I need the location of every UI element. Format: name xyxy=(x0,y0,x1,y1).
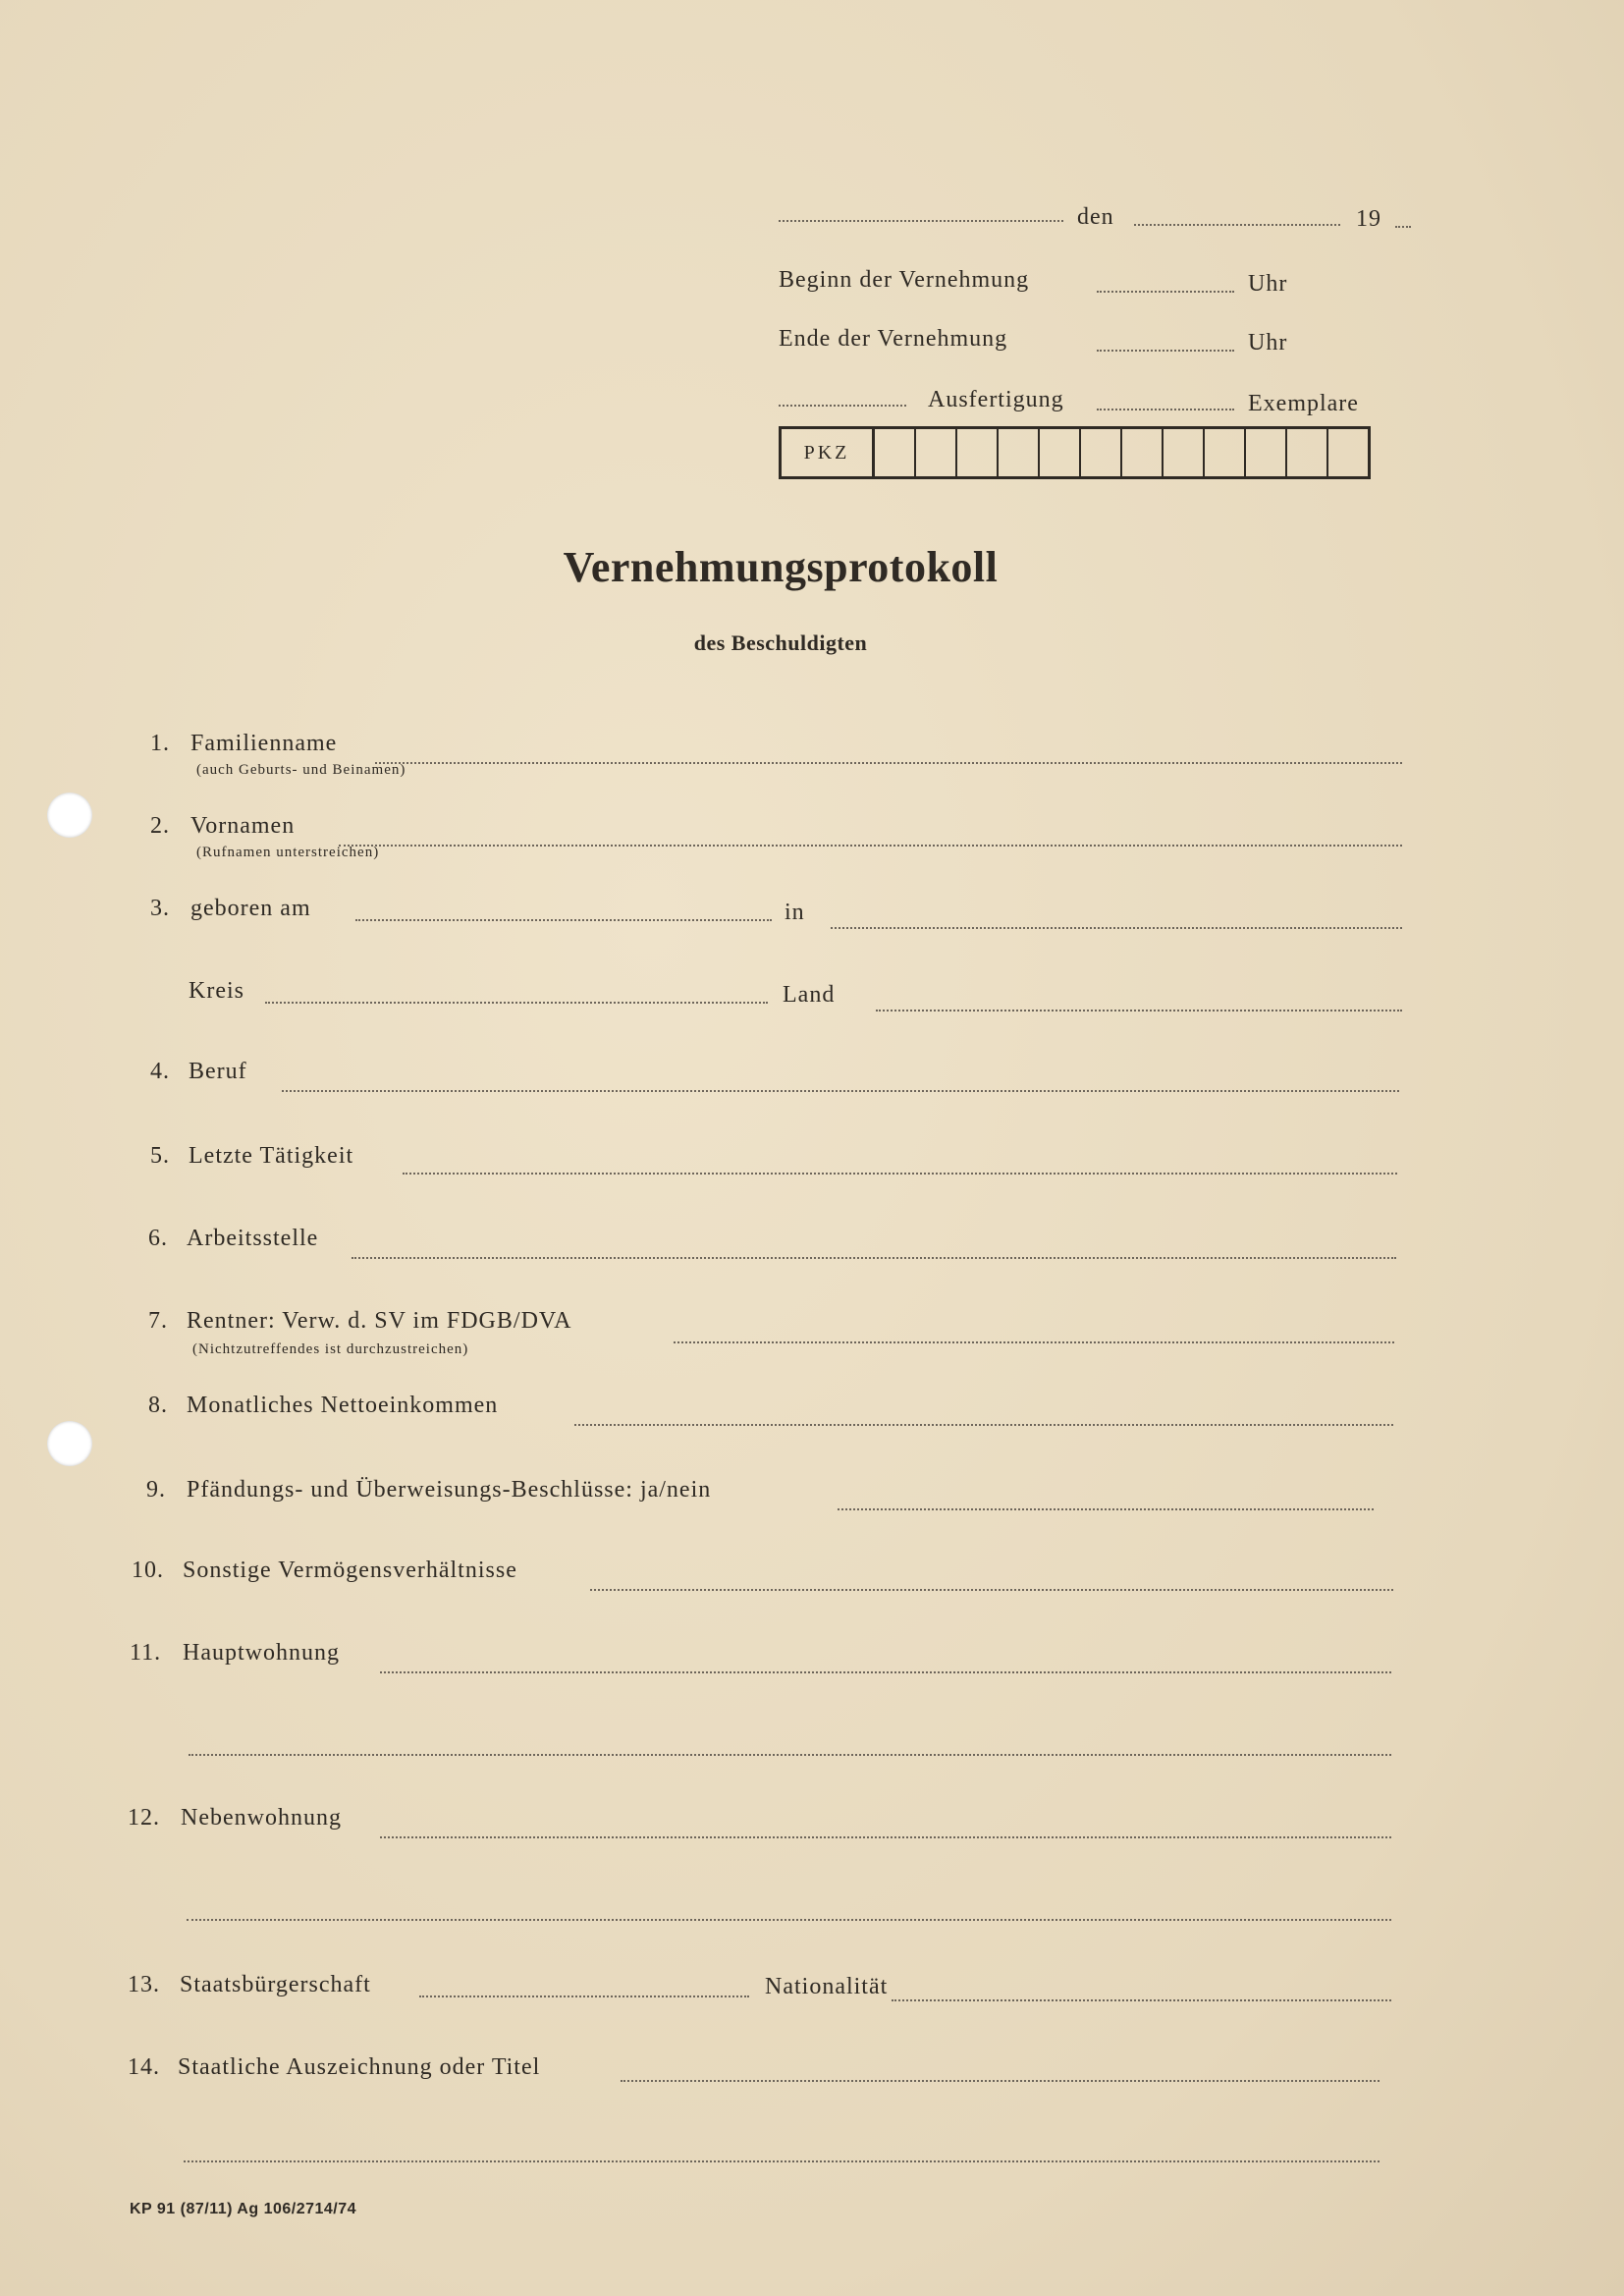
field-3-label: geboren am xyxy=(190,896,311,921)
arbeitsstelle-line[interactable] xyxy=(352,1257,1396,1259)
kreis-label: Kreis xyxy=(189,978,244,1004)
field-4-number: 4. xyxy=(150,1059,170,1084)
punch-hole-top xyxy=(47,793,92,838)
pfaendung-line[interactable] xyxy=(838,1508,1374,1510)
nebenwohnung-line-2[interactable] xyxy=(187,1919,1391,1921)
beruf-line[interactable] xyxy=(282,1090,1399,1092)
year-line[interactable] xyxy=(1395,226,1411,228)
field-10-label: Sonstige Vermögensverhältnisse xyxy=(183,1558,517,1583)
punch-hole-bottom xyxy=(47,1421,92,1466)
field-11-label: Hauptwohnung xyxy=(183,1640,340,1666)
field-2-number: 2. xyxy=(150,813,170,839)
field-13-label: Staatsbürgerschaft xyxy=(180,1972,371,1997)
land-line[interactable] xyxy=(876,1010,1402,1011)
rentner-line[interactable] xyxy=(674,1341,1394,1343)
nettoeinkommen-line[interactable] xyxy=(574,1424,1393,1426)
field-11-number: 11. xyxy=(130,1640,162,1666)
nationalitaet-line[interactable] xyxy=(892,1999,1391,2001)
year-prefix: 19 xyxy=(1356,206,1381,232)
pkz-digit-cell[interactable] xyxy=(1164,429,1205,476)
field-9-label: Pfändungs- und Überweisungs-Beschlüsse: ja/nein xyxy=(187,1477,712,1503)
den-label: den xyxy=(1077,204,1114,230)
field-6-label: Arbeitsstelle xyxy=(187,1226,319,1251)
beginn-time-line[interactable] xyxy=(1097,291,1234,293)
geburtsort-line[interactable] xyxy=(831,927,1402,929)
pkz-digit-cell[interactable] xyxy=(957,429,999,476)
hauptwohnung-line-2[interactable] xyxy=(189,1754,1391,1756)
field-2-note: (Rufnamen unterstreichen) xyxy=(196,845,380,860)
pkz-digit-cell[interactable] xyxy=(875,429,916,476)
auszeichnung-line-2[interactable] xyxy=(184,2160,1380,2162)
ausfertigung-label: Ausfertigung xyxy=(928,387,1064,412)
field-5-label: Letzte Tätigkeit xyxy=(189,1143,354,1169)
pkz-digit-cell[interactable] xyxy=(1246,429,1287,476)
pkz-digit-cell[interactable] xyxy=(1122,429,1164,476)
pkz-digit-cell[interactable] xyxy=(1205,429,1246,476)
field-14-number: 14. xyxy=(128,2054,160,2080)
field-14-label: Staatliche Auszeichnung oder Titel xyxy=(178,2054,541,2080)
vermoegen-line[interactable] xyxy=(590,1589,1393,1591)
ende-label: Ende der Vernehmung xyxy=(779,326,1008,352)
field-12-label: Nebenwohnung xyxy=(181,1805,342,1831)
pkz-digit-cell[interactable] xyxy=(1081,429,1122,476)
field-8-label: Monatliches Nettoeinkommen xyxy=(187,1393,499,1418)
field-3-in-label: in xyxy=(785,900,805,925)
hauptwohnung-line[interactable] xyxy=(380,1671,1391,1673)
beginn-label: Beginn der Vernehmung xyxy=(779,267,1030,293)
field-13-number: 13. xyxy=(128,1972,160,1997)
staatsbuergerschaft-line[interactable] xyxy=(419,1995,749,1997)
vornamen-line[interactable] xyxy=(339,845,1402,847)
geburtsdatum-line[interactable] xyxy=(355,919,772,921)
familienname-line[interactable] xyxy=(375,762,1402,764)
exemplare-count-line[interactable] xyxy=(1097,409,1234,410)
pkz-digit-cell[interactable] xyxy=(1287,429,1328,476)
ende-time-line[interactable] xyxy=(1097,350,1234,352)
document-title: Vernehmungsprotokoll xyxy=(563,543,999,591)
exemplare-label: Exemplare xyxy=(1248,391,1359,416)
pkz-label: PKZ xyxy=(782,429,875,476)
field-5-number: 5. xyxy=(150,1143,170,1169)
date-line[interactable] xyxy=(1134,224,1340,226)
field-3-number: 3. xyxy=(150,896,170,921)
place-line[interactable] xyxy=(779,220,1063,222)
ausfertigung-count-line[interactable] xyxy=(779,405,906,407)
field-1-note: (auch Geburts- und Beinamen) xyxy=(196,762,406,778)
pkz-box[interactable] xyxy=(779,426,1371,479)
letzte-taetigkeit-line[interactable] xyxy=(403,1173,1397,1175)
field-7-label: Rentner: Verw. d. SV im FDGB/DVA xyxy=(187,1308,572,1334)
nebenwohnung-line[interactable] xyxy=(380,1836,1391,1838)
field-7-note: (Nichtzutreffendes ist durchzustreichen) xyxy=(192,1341,469,1357)
field-1-label: Familienname xyxy=(190,731,338,756)
field-7-number: 7. xyxy=(148,1308,168,1334)
pkz-digit-cell[interactable] xyxy=(999,429,1040,476)
auszeichnung-line[interactable] xyxy=(621,2080,1380,2082)
field-1-number: 1. xyxy=(150,731,170,756)
field-8-number: 8. xyxy=(148,1393,168,1418)
pkz-digit-cell[interactable] xyxy=(916,429,957,476)
nationalitaet-label: Nationalität xyxy=(765,1974,889,1999)
kreis-line[interactable] xyxy=(265,1002,768,1004)
document-subtitle: des Beschuldigten xyxy=(693,630,868,655)
field-6-number: 6. xyxy=(148,1226,168,1251)
field-12-number: 12. xyxy=(128,1805,160,1831)
pkz-digit-cell[interactable] xyxy=(1328,429,1368,476)
land-label: Land xyxy=(783,982,836,1008)
pkz-digit-cell[interactable] xyxy=(1040,429,1081,476)
field-9-number: 9. xyxy=(146,1477,166,1503)
field-4-label: Beruf xyxy=(189,1059,247,1084)
field-10-number: 10. xyxy=(132,1558,164,1583)
form-code-footer: KP 91 (87/11) Ag 106/2714/74 xyxy=(130,2201,357,2217)
beginn-uhr: Uhr xyxy=(1248,271,1288,297)
field-2-label: Vornamen xyxy=(190,813,296,839)
ende-uhr: Uhr xyxy=(1248,330,1288,355)
